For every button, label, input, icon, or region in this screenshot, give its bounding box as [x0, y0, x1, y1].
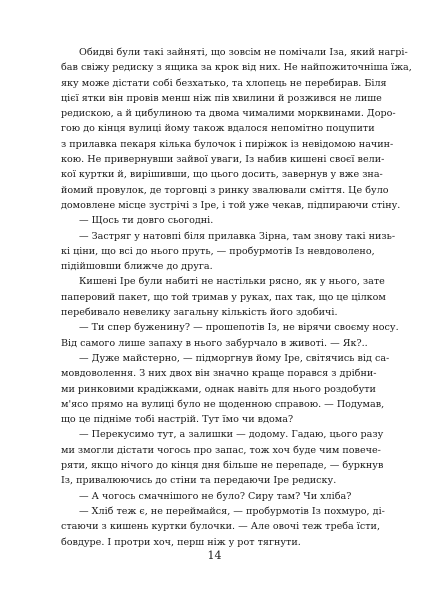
text-line: м'ясо прямо на вулиці було не щоденною справою. — Подумав,	[61, 398, 385, 410]
text-line: кої куртки й, вирішивши, що цього досить, завернув у вже зна-	[61, 169, 383, 181]
text-line: Кишені Іре були набиті не настільки рясно, як у нього, зате	[79, 276, 385, 288]
text-line: Від самого лише запаху в нього забурчало в животі. — Як?..	[61, 337, 368, 349]
text-line: бав свіжу редиску з ящика за крок від них. Не найпожиточніша їжа,	[61, 62, 412, 74]
text-line: — Ти спер буженину? — прошепотів Із, не вірячи своєму носу.	[79, 322, 399, 334]
text-line: йомий провулок, де торговці з ринку звалювали сміття. Це було	[61, 184, 389, 196]
text-line: — Щось ти довго сьогодні.	[79, 215, 214, 227]
text-line: домовлене місце зустрічі з Іре, і той уже чекав, підпираючи стіну.	[61, 199, 401, 211]
text-line: — А чогось смачнішого не було? Сиру там? Чи хліба?	[79, 490, 352, 502]
text-line: ми змогли дістати чогось про запас, тож хоч буде чим повече-	[61, 444, 381, 456]
text-line: цієї ятки він провів менш ніж пів хвилини й розжився не лише	[61, 92, 382, 104]
text-line: Обидві були такі зайняті, що зовсім не помічали Іза, який нагрі-	[79, 47, 408, 58]
text-line: яку може дістати собі безхатько, та хлопець не перебирав. Біля	[61, 77, 387, 89]
text-line: мовдоволення. З них двох він значно краще порався з дрібни-	[61, 368, 377, 380]
text-line: — Перекусимо тут, а залишки — додому. Гадаю, цього разу	[79, 429, 384, 441]
text-line: — Хліб теж є, не переймайся, — пробурмотів Із похмуро, ді-	[79, 505, 385, 517]
text-line: ряти, якщо нічого до кінця дня більше не перепаде, — буркнув	[61, 460, 384, 472]
text-line: паперовий пакет, що той тримав у руках, пах так, що це цілком	[61, 291, 386, 303]
text-line: бовдуре. І протри хоч, перш ніж у рот тягнути.	[61, 536, 301, 548]
text-line: кою. Не привернувши зайвої уваги, Із набив кишені своєї вели-	[61, 154, 385, 166]
text-line: — Дуже майстерно, — підморгнув йому Іре, світячись від са-	[79, 352, 390, 364]
text-line: ми ринковими крадіжками, однак навіть для нього роздобути	[61, 383, 376, 395]
text-line: підійшовши ближче до друга.	[61, 261, 213, 273]
text-line: стаючи з кишень куртки булочки. — Але овочі теж треба їсти,	[61, 521, 380, 533]
text-line: що це підніме тобі настрій. Тут їмо чи вдома?	[61, 414, 294, 426]
text-line: редискою, а й цибулиною та двома чималими морквинами. Доро-	[61, 108, 396, 120]
body-text	[61, 45, 412, 550]
text-line: Із, привалюючись до стіни та передаючи Іре редиску.	[61, 475, 337, 487]
page-number: 14	[207, 549, 222, 562]
text-line: гою до кінця вулиці йому також вдалося непомітно поцупити	[61, 123, 375, 135]
text-line: з прилавка пекаря кілька булочок і пиріжок із невідомою начин-	[61, 138, 394, 150]
text-line: кі ціни, що всі до нього пруть, — пробурмотів Із невдоволено,	[61, 245, 375, 257]
text-line: перебивало невелику загальну кількість його здобичі.	[61, 307, 338, 319]
text-line: — Застряг у натовпі біля прилавка Зірна, там знову такі низь-	[79, 230, 396, 242]
